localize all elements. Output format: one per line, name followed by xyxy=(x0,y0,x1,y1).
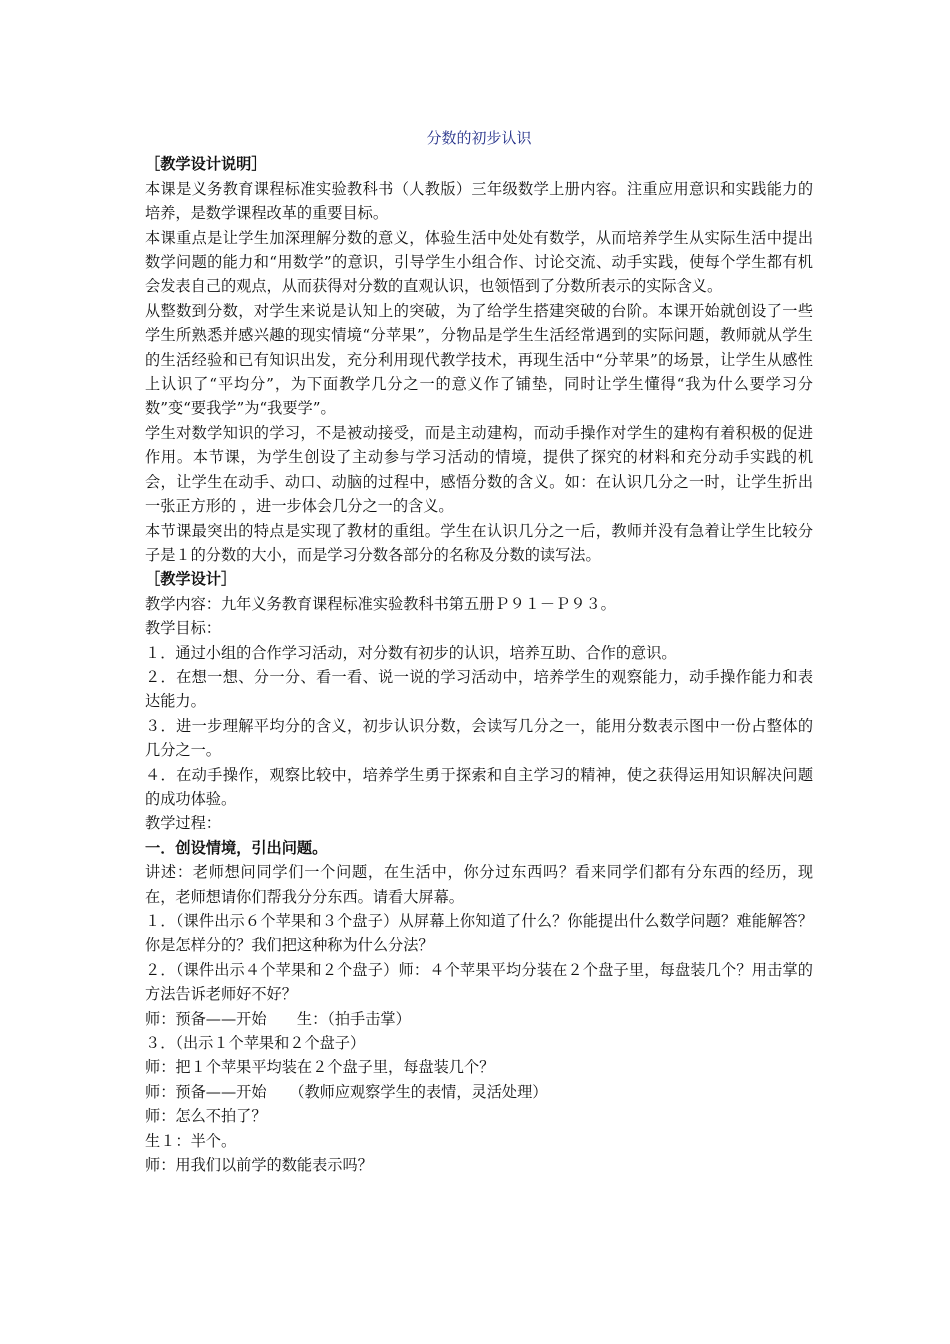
paragraph: 本课是义务教育课程标准实验教科书（人教版）三年级数学上册内容。注重应用意识和实践能力的培养，是数学课程改革的重要目标。 xyxy=(145,179,813,223)
process-label: 教学过程： xyxy=(145,814,221,833)
goal-item: ２．在想一想、分一分、看一看、说一说的学习活动中，培养学生的观察能力，动手操作能力和表达能力。 xyxy=(145,667,813,711)
step-line: 师：预备——开始 生：（拍手击掌） xyxy=(145,1009,411,1028)
goals-label: 教学目标： xyxy=(145,619,221,638)
step-line: 讲述：老师想问同学们一个问题，在生活中，你分过东西吗？看来同学们都有分东西的经历，现在，老师想请你们帮我分分东西。请看大屏幕。 xyxy=(145,863,813,906)
goal-item: ４．在动手操作，观察比较中，培养学生勇于探索和自主学习的精神，使之获得运用知识解决问题的成功体验。 xyxy=(145,765,813,808)
step-line: 师：怎么不拍了？ xyxy=(145,1107,267,1126)
section-heading-design-notes: ［教学设计说明］ xyxy=(145,155,267,174)
step-line: 师：预备——开始 （教师应观察学生的表情，灵活处理） xyxy=(145,1082,548,1101)
step-line: 生１：半个。 xyxy=(145,1131,237,1150)
step-line: 师：把１个苹果平均装在２个盘子里，每盘装几个？ xyxy=(145,1058,495,1077)
paragraph: 学生对数学知识的学习，不是被动接受，而是主动建构，而动手操作对学生的建构有着积极的促进作用。本节课，为学生创设了主动参与学习活动的情境，提供了探究的材料和充分动手实践的机会，让学生在动手、动口、动脑的过程中，感悟分数的含义。如：在认识几分之一时，让学生折出一张正方形的 ，进一步体会几分之一的含义。 xyxy=(145,423,813,516)
paragraph: 本节课最突出的特点是实现了教材的重组。学生在认识几分之一后，教师并没有急着让学生比较分子是１的分数的大小，而是学习分数各部分的名称及分数的读写法。 xyxy=(145,521,813,564)
paragraph: 从整数到分数，对学生来说是认知上的突破，为了给学生搭建突破的台阶。本课开始就创设了一些学生所熟悉并感兴趣的现实情境“分苹果”，分物品是学生生活经常遇到的实际问题，教师就从学生的生活经验和已有知识出发，充分利用现代教学技术，再现生活中“分苹果”的场景，让学生从感性上认识了“平均分”，为下面教学几分之一的意义作了铺垫，同时让学生懂得“我为什么要学习分数”变“要我学”为“我要学”。 xyxy=(145,301,813,418)
document-page xyxy=(145,126,813,1177)
step-line: ２．（课件出示４个苹果和２个盘子）师：４个苹果平均分装在２个盘子里，每盘装几个？用击掌的方法告诉老师好不好？ xyxy=(145,960,813,1004)
goal-item: １．通过小组的合作学习活动，对分数有初步的认识，培养互助、合作的意识。 xyxy=(145,643,677,662)
goal-item: ３．进一步理解平均分的含义，初步认识分数，会读写几分之一，能用分数表示图中一份占整体的几分之一。 xyxy=(145,716,813,760)
step-line: 师：用我们以前学的数能表示吗？ xyxy=(145,1156,373,1175)
step-line: ３．（出示１个苹果和２个盘子） xyxy=(145,1034,366,1053)
teaching-content-line: 教学内容：九年义务教育课程标准实验教科书第五册Ｐ９１－Ｐ９３。 xyxy=(145,594,616,613)
document-title: 分数的初步认识 xyxy=(426,129,532,147)
step-heading: 一．创设情境，引出问题。 xyxy=(145,838,328,857)
paragraph: 本课重点是让学生加深理解分数的意义，体验生活中处处有数学，从而培养学生从实际生活中提出数学问题的能力和“用数学”的意识，引导学生小组合作、讨论交流、动手实践，使每个学生都有机会发表自己的观点，从而获得对分数的直观认识，也领悟到了分数所表示的实际含义。 xyxy=(145,228,813,296)
step-line: １．（课件出示６个苹果和３个盘子）从屏幕上你知道了什么？你能提出什么数学问题？难能解答？你是怎样分的？我们把这种称为什么分法？ xyxy=(145,912,813,955)
section-heading-design: ［教学设计］ xyxy=(145,570,237,589)
